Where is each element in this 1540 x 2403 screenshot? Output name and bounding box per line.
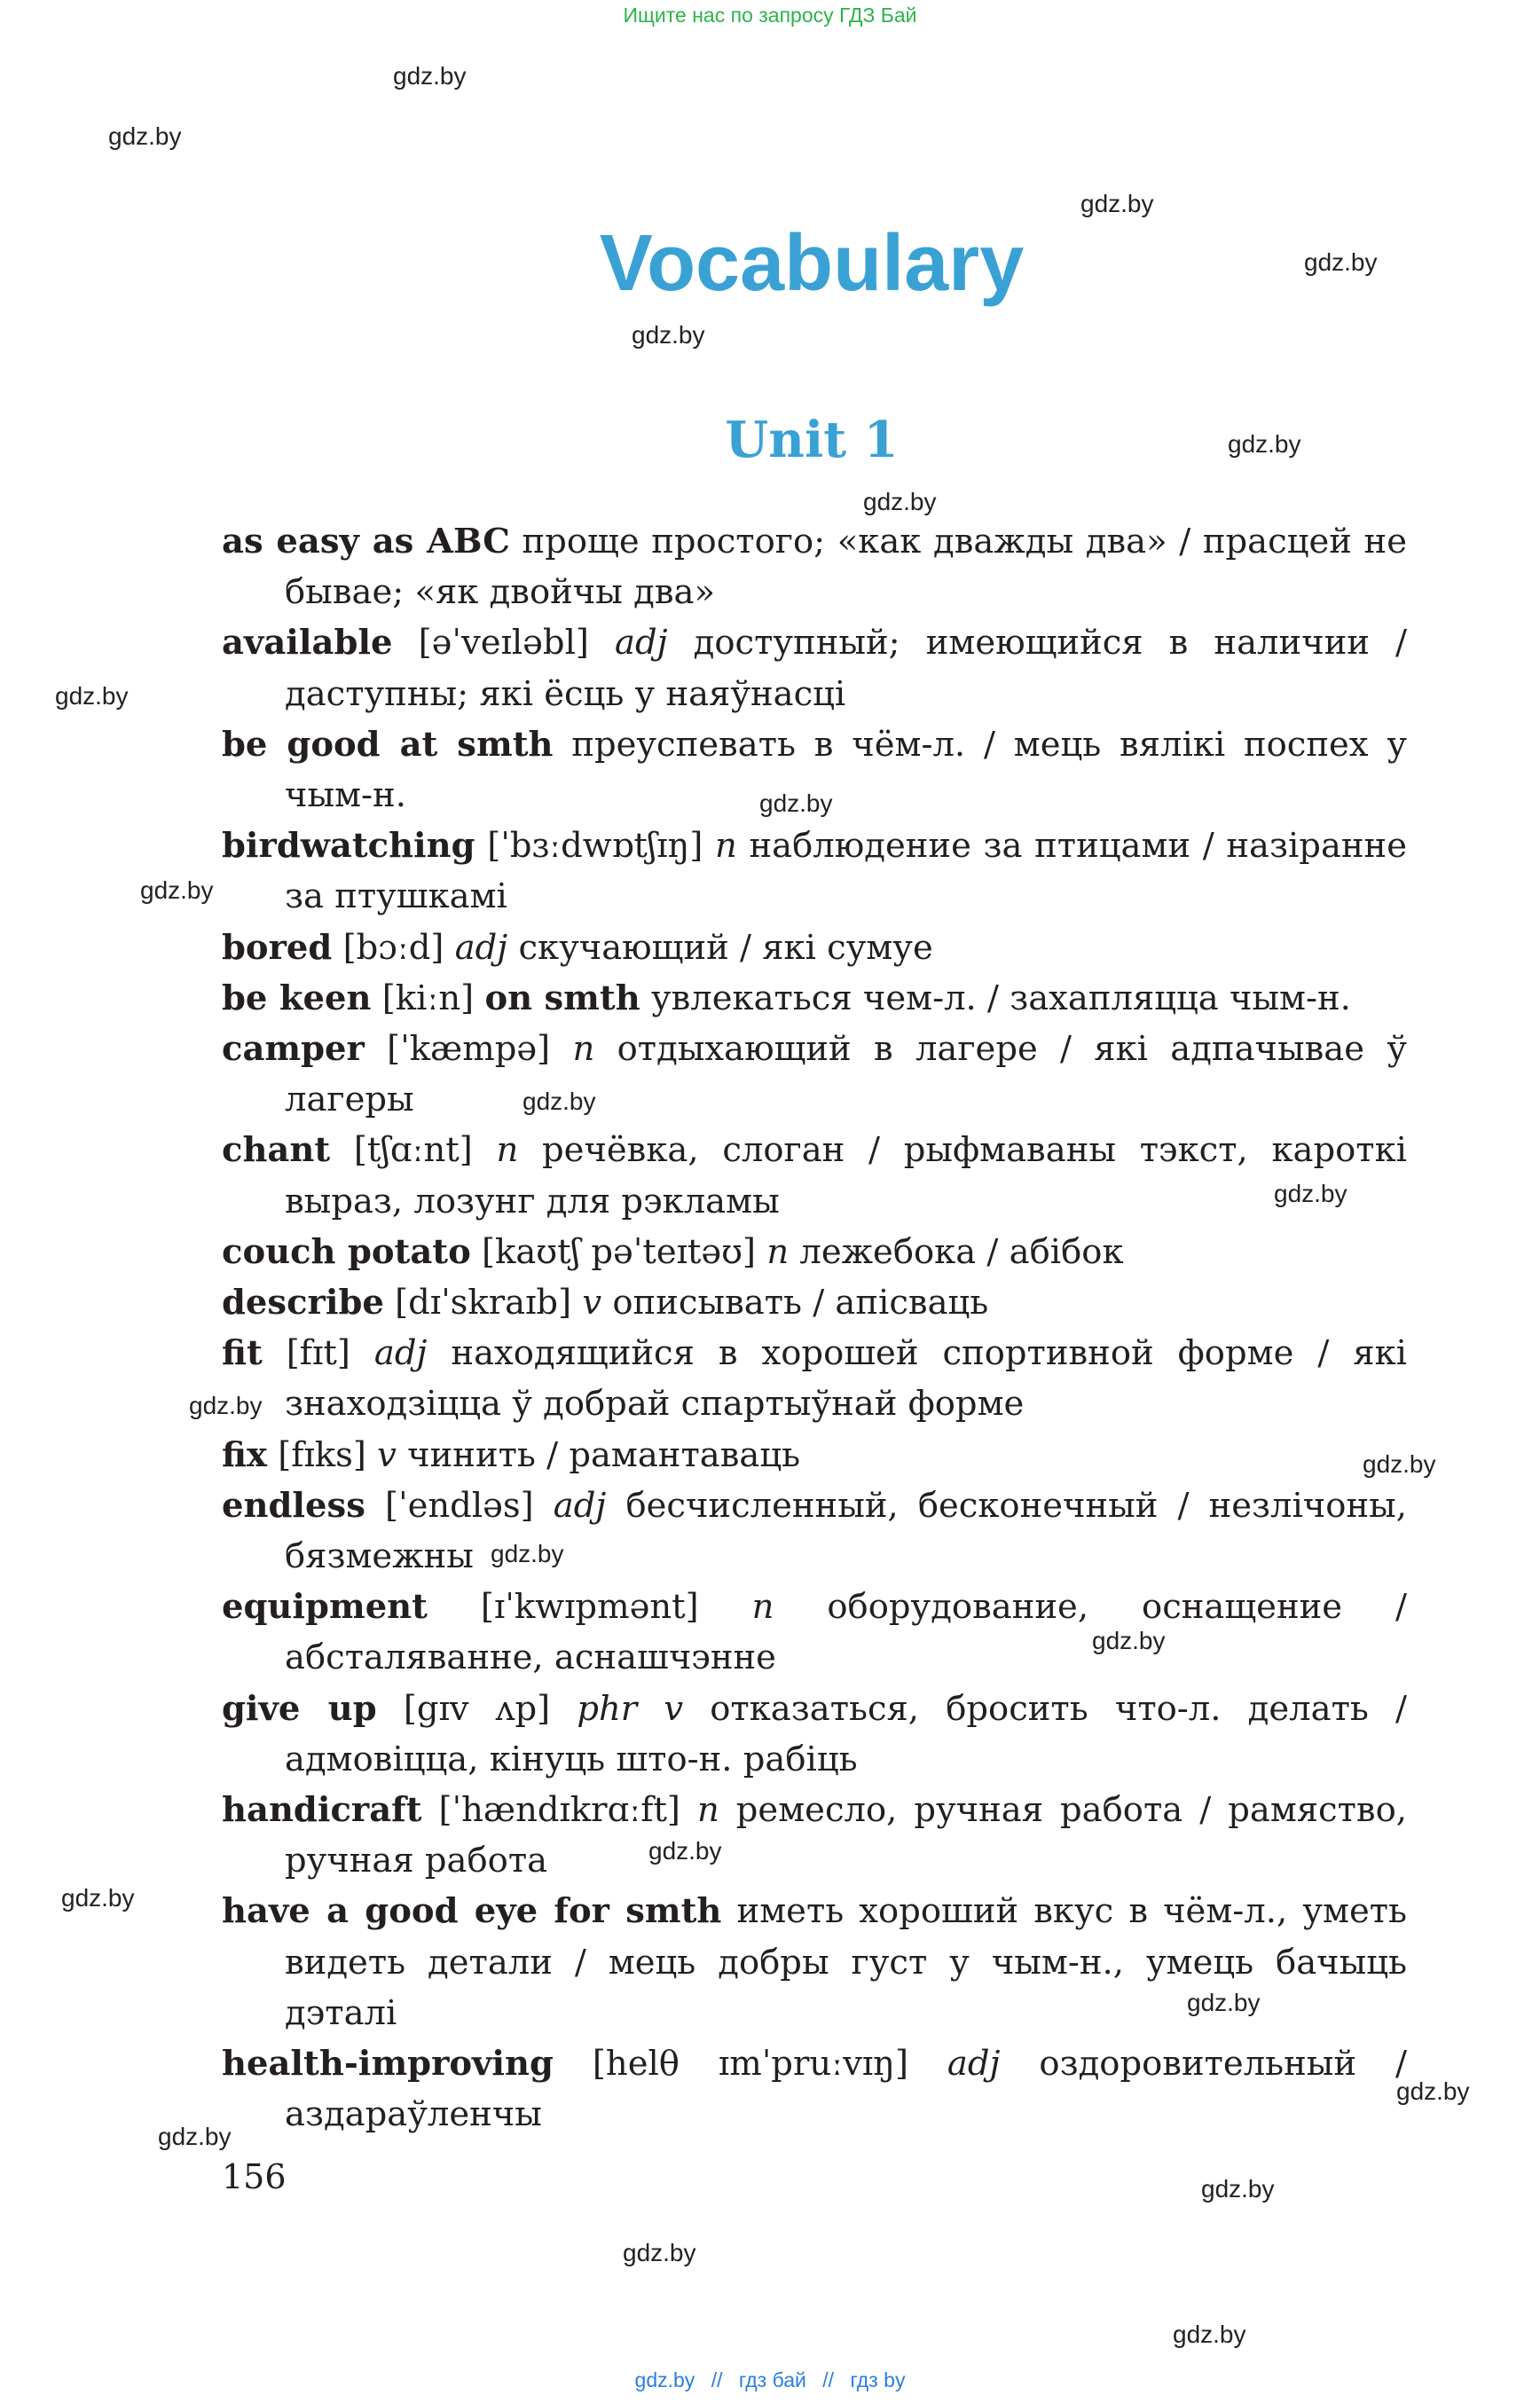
unit-heading: Unit 1: [725, 411, 899, 469]
definition: доступный; имеющийся в наличии / даступны; які ёсць у наяўнасці: [285, 623, 1407, 714]
transcription: [tʃɑːnt]: [353, 1130, 473, 1171]
definition: преуспевать в чём-л. / мець вялікі поспех у чым-н.: [285, 724, 1407, 816]
transcription: [kaʊtʃ pəˈteɪtəʊ]: [482, 1231, 757, 1272]
part-of-speech: adj: [615, 623, 668, 664]
footer-separator: //: [822, 2368, 835, 2391]
watermark: gdz.by: [1363, 1450, 1436, 1478]
watermark: gdz.by: [140, 876, 214, 904]
watermark: gdz.by: [1396, 2077, 1470, 2105]
headword: describe: [222, 1283, 384, 1323]
watermark: gdz.by: [1080, 190, 1154, 217]
transcription: [ɪˈkwɪpmənt]: [480, 1587, 699, 1628]
watermark: gdz.by: [189, 1392, 263, 1419]
transcription: [bɔːd]: [342, 927, 444, 968]
headword: birdwatching: [222, 826, 475, 867]
headword: endless: [222, 1485, 365, 1526]
headword: health-improving: [222, 2044, 554, 2085]
vocab-entry: [222, 923, 1407, 973]
part-of-speech: v: [582, 1283, 602, 1323]
definition: находящийся в хорошей спортивной форме / які знаходзіцца ў добрай спартыўнай форме: [285, 1333, 1407, 1425]
watermark: gdz.by: [1173, 2321, 1246, 2348]
vocab-entry: [222, 1582, 1407, 1683]
headword: as easy as ABC: [222, 522, 510, 561]
definition: наблюдение за птицами / назіранне за птушкамі: [285, 826, 1407, 917]
watermark: gdz.by: [522, 1088, 596, 1115]
part-of-speech: adj: [947, 2044, 1001, 2085]
definition: речёвка, слоган / рыфмаваны тэкст, кароткі выраз, лозунг для рэкламы: [285, 1130, 1407, 1221]
watermark: gdz.by: [1304, 248, 1378, 276]
watermark: gdz.by: [1092, 1627, 1166, 1654]
headword: camper: [222, 1029, 365, 1070]
part-of-speech: n: [496, 1130, 519, 1171]
watermark: gdz.by: [158, 2123, 232, 2150]
watermark: gdz.by: [61, 1884, 135, 1912]
vocab-entry: [222, 1430, 1407, 1480]
watermark: gdz.by: [55, 682, 129, 710]
watermark: gdz.by: [491, 1540, 564, 1567]
headword: have a good eye for smth: [222, 1891, 722, 1932]
part-of-speech: phr v: [577, 1688, 684, 1729]
transcription: [gɪv ʌp]: [403, 1688, 551, 1729]
headword: fix: [222, 1434, 267, 1475]
definition: лежебока / абібок: [799, 1231, 1124, 1272]
watermark: gdz.by: [1187, 1989, 1261, 2016]
transcription: [dɪˈskraɪb]: [395, 1283, 572, 1323]
vocab-entry: [222, 821, 1407, 922]
part-of-speech: n: [751, 1587, 774, 1628]
watermark: gdz.by: [623, 2239, 696, 2266]
transcription: [fɪt]: [286, 1333, 350, 1374]
vocab-entry: [222, 973, 1407, 1024]
headword: equipment: [222, 1587, 428, 1628]
headword: be good at smth: [222, 724, 554, 765]
transcription: [ˈbɜːdwɒtʃɪŋ]: [487, 826, 703, 867]
vocab-entry: [222, 1480, 1407, 1582]
definition: оздоровительный / аздараўленчы: [285, 2044, 1407, 2135]
definition: увлекаться чем-л. / захапляцца чым-н.: [650, 978, 1351, 1018]
headword: give up: [222, 1688, 377, 1729]
transcription: [əˈveɪləbl]: [418, 623, 589, 664]
part-of-speech: n: [572, 1029, 595, 1070]
part-of-speech: v: [377, 1434, 397, 1475]
part-of-speech: adj: [553, 1485, 607, 1526]
footer-separator: //: [711, 2368, 723, 2391]
headword-continuation: on smth: [484, 978, 640, 1018]
footer-link[interactable]: гдз бай: [738, 2368, 806, 2391]
top-banner: Ищите нас по запросу ГДЗ Бай: [623, 4, 917, 27]
transcription: [fɪks]: [278, 1434, 366, 1475]
part-of-speech: adj: [373, 1333, 428, 1374]
headword: chant: [222, 1130, 331, 1171]
page-title: Vocabulary: [599, 219, 1025, 308]
definition: скучающий / які сумуе: [518, 927, 933, 968]
headword: handicraft: [222, 1790, 422, 1831]
watermark: gdz.by: [108, 122, 182, 150]
part-of-speech: n: [766, 1231, 790, 1272]
transcription: [ˈkæmpə]: [387, 1029, 551, 1070]
vocab-entry: [222, 1024, 1407, 1125]
watermark: gdz.by: [1228, 430, 1301, 458]
vocab-entry: [222, 516, 1407, 617]
definition: чинить / рамантаваць: [407, 1434, 801, 1475]
vocab-entry: [222, 1125, 1407, 1226]
definition: описывать / апісваць: [612, 1283, 989, 1323]
definition: проще простого; «как дважды два» / прасцей не бывае; «як двойчы два»: [285, 522, 1407, 613]
part-of-speech: n: [715, 826, 737, 867]
vocab-entry: [222, 1328, 1407, 1429]
vocab-entry: [222, 1684, 1407, 1785]
vocab-entry: [222, 617, 1407, 719]
vocabulary-list: [222, 516, 1407, 2140]
headword: bored: [222, 927, 333, 968]
watermark: gdz.by: [648, 1837, 722, 1865]
definition: оборудование, оснащение / абсталяванне, аснашчэнне: [285, 1587, 1407, 1678]
vocab-entry: [222, 1785, 1407, 1886]
headword: be keen: [222, 978, 372, 1018]
footer-link[interactable]: гдз by: [850, 2368, 906, 2391]
transcription: [kiːn]: [381, 978, 475, 1018]
headword: fit: [222, 1333, 263, 1374]
watermark: gdz.by: [1274, 1180, 1348, 1207]
part-of-speech: n: [696, 1790, 719, 1831]
vocab-entry: [222, 1277, 1407, 1328]
footer: [0, 2368, 1540, 2392]
part-of-speech: adj: [454, 927, 508, 968]
watermark: gdz.by: [632, 321, 705, 349]
headword: couch potato: [222, 1231, 471, 1272]
headword: available: [222, 623, 393, 664]
vocab-entry: [222, 2038, 1407, 2140]
definition: ремесло, ручная работа / рамяство, ручная работа: [285, 1790, 1408, 1881]
definition: отдыхающий в лагере / які адпачывае ў лагеры: [285, 1029, 1407, 1120]
watermark: gdz.by: [863, 488, 937, 515]
definition: бесчисленный, бесконечный / незлічоны, бязмежны: [285, 1485, 1407, 1577]
transcription: [helθ ɪmˈpruːvɪŋ]: [592, 2044, 908, 2085]
transcription: [ˈhændɪkrɑːft]: [438, 1790, 680, 1831]
transcription: [ˈendləs]: [384, 1485, 534, 1526]
definition: отказаться, бросить что-л. делать / адмовіцца, кінуць што-н. рабіць: [285, 1688, 1407, 1779]
watermark: gdz.by: [759, 789, 833, 817]
watermark: gdz.by: [1201, 2175, 1275, 2203]
vocab-entry: [222, 1227, 1407, 1277]
footer-link[interactable]: gdz.by: [634, 2368, 695, 2391]
definition: иметь хороший вкус в чём-л., уметь видеть детали / мець добры густ у чым-н., умець бачыць дэталі: [285, 1891, 1407, 2033]
watermark: gdz.by: [393, 62, 467, 90]
page-number: 156: [222, 2157, 287, 2196]
